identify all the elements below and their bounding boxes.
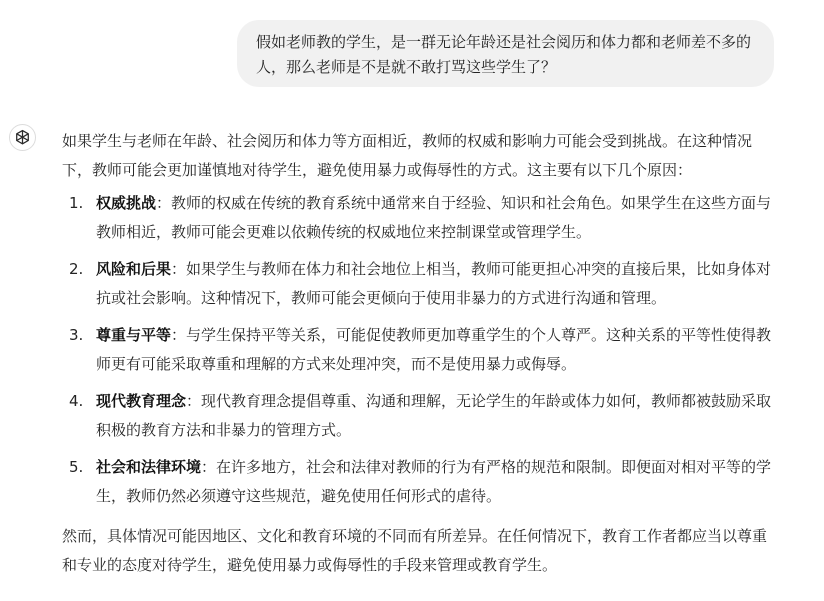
list-item-number: 5. [69,458,84,476]
list-item-text: ：现代教育理念提倡尊重、沟通和理解，无论学生的年龄或体力如何，教师都被鼓励采取积极的教育方法和非暴力的管理方式。 [96,392,772,439]
response-closing: 然而，具体情况可能因地区、文化和教育环境的不同而有所差异。在任何情况下，教育工作者都应当以尊重和专业的态度对待学生，避免使用暴力或侮辱性的手段来管理或教育学生。 [62,527,768,574]
response-intro: 如果学生与老师在年龄、社会阅历和体力等方面相近，教师的权威和影响力可能会受到挑战。在这种情况下，教师可能会更加谨慎地对待学生，避免使用暴力或侮辱性的方式。这主要有以下几个原因： [62,132,753,179]
list-item [62,387,774,445]
user-message-bubble [237,20,774,87]
reasons-list [62,189,774,511]
list-item-title: 风险和后果 [96,260,172,278]
user-message-text: 假如老师教的学生，是一群无论年龄还是社会阅历和体力都和老师差不多的人，那么老师是不是就不敢打骂这些学生了？ [256,33,752,76]
list-item-title: 尊重与平等 [96,326,172,344]
assistant-response [62,127,774,580]
assistant-avatar [9,124,36,151]
list-item-number: 4. [69,392,84,410]
list-item [62,189,774,247]
list-item-title: 社会和法律环境 [96,458,202,476]
openai-logo-icon [13,128,32,147]
list-item-text: ：与学生保持平等关系，可能促使教师更加尊重学生的个人尊严。这种关系的平等性使得教师更有可能采取尊重和理解的方式来处理冲突，而不是使用暴力或侮辱。 [96,326,772,373]
list-item [62,453,774,511]
list-item-text: ：教师的权威在传统的教育系统中通常来自于经验、知识和社会角色。如果学生在这些方面与教师相近，教师可能会更难以依赖传统的权威地位来控制课堂或管理学生。 [96,194,772,241]
list-item-number: 1. [69,194,84,212]
list-item-title: 权威挑战 [96,194,157,212]
list-item-title: 现代教育理念 [96,392,187,410]
list-item-text: ：在许多地方，社会和法律对教师的行为有严格的规范和限制。即便面对相对平等的学生，教师仍然必须遵守这些规范，避免使用任何形式的虐待。 [96,458,772,505]
list-item-number: 2. [69,260,84,278]
list-item [62,321,774,379]
list-item-text: ：如果学生与教师在体力和社会地位上相当，教师可能更担心冲突的直接后果，比如身体对抗或社会影响。这种情况下，教师可能会更倾向于使用非暴力的方式进行沟通和管理。 [96,260,772,307]
list-item-number: 3. [69,326,84,344]
list-item [62,255,774,313]
